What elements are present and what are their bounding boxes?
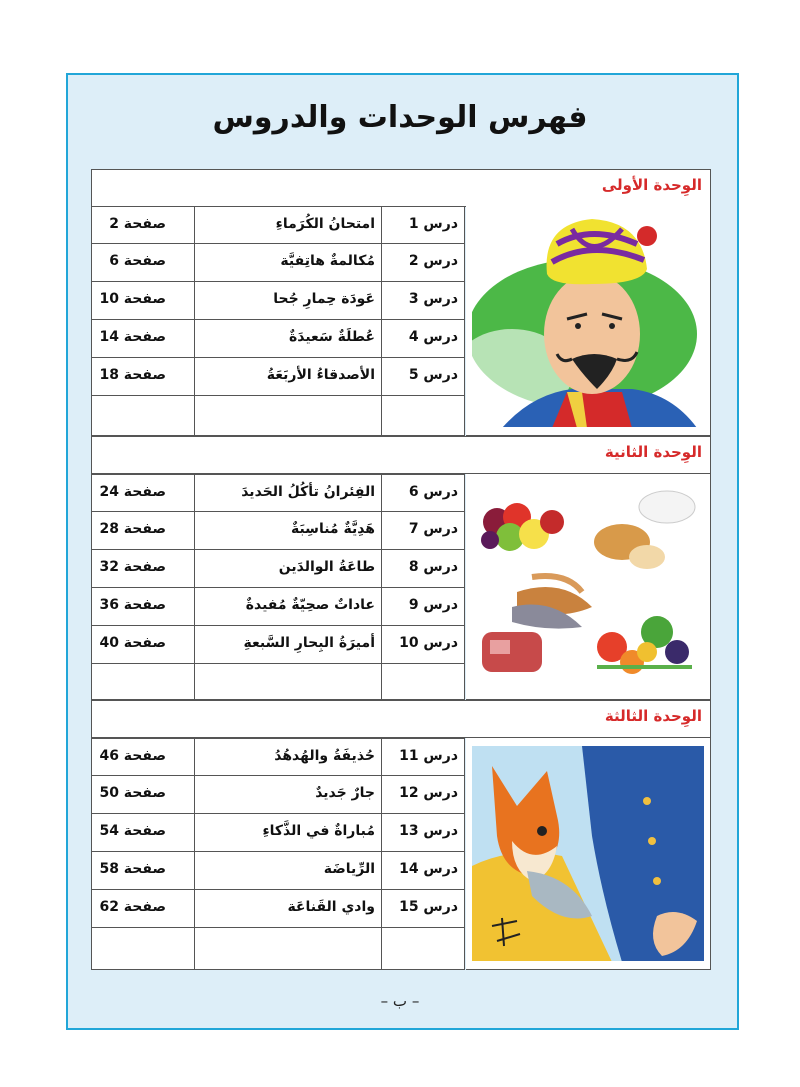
unit-1-title: الوِحدة الأولى bbox=[601, 176, 702, 194]
lesson-title: عَودَة حِمارِ جُحا bbox=[273, 291, 375, 307]
lesson-title: جارٌ جَديدٌ bbox=[315, 785, 375, 801]
unit-1-header bbox=[91, 169, 711, 207]
lesson-page: صفحة 18 bbox=[99, 367, 166, 383]
lesson-row[interactable] bbox=[91, 626, 465, 664]
lesson-number: درس 11 bbox=[399, 748, 458, 764]
unit-1-image-cell bbox=[466, 206, 711, 436]
lesson-row[interactable] bbox=[91, 320, 465, 358]
unit-2-header bbox=[91, 436, 711, 474]
lesson-number: درس 6 bbox=[408, 484, 458, 500]
lesson-number: درس 10 bbox=[399, 635, 458, 651]
lesson-title: هَدِيَّةٌ مُناسِبَةٌ bbox=[290, 521, 375, 537]
lesson-row[interactable] bbox=[91, 890, 465, 928]
lesson-row[interactable] bbox=[91, 852, 465, 890]
lesson-title: طاعَةُ الوالدَين bbox=[278, 559, 375, 575]
lesson-page: صفحة 36 bbox=[99, 597, 166, 613]
lesson-page: صفحة 2 bbox=[109, 216, 166, 232]
unit-3-title: الوِحدة الثالثة bbox=[604, 707, 702, 725]
lesson-page: صفحة 40 bbox=[99, 635, 166, 651]
lesson-row[interactable] bbox=[91, 244, 465, 282]
lesson-number: درس 1 bbox=[408, 216, 458, 232]
lesson-number: درس 14 bbox=[399, 861, 458, 877]
lesson-number: درس 8 bbox=[408, 559, 458, 575]
lesson-page: صفحة 50 bbox=[99, 785, 166, 801]
unit-2-title: الوِحدة الثانية bbox=[604, 443, 702, 461]
juha-illustration bbox=[472, 214, 704, 427]
lesson-row[interactable] bbox=[91, 550, 465, 588]
lesson-row[interactable] bbox=[91, 814, 465, 852]
unit-3-image-cell bbox=[466, 738, 711, 970]
lesson-row[interactable] bbox=[91, 512, 465, 550]
lesson-page: صفحة 6 bbox=[109, 253, 166, 269]
lesson-page: صفحة 10 bbox=[99, 291, 166, 307]
lesson-page: صفحة 32 bbox=[99, 559, 166, 575]
lesson-title: عُطلَةٌ سَعيدَةٌ bbox=[288, 329, 375, 345]
lesson-row[interactable] bbox=[91, 776, 465, 814]
page-number: – ب – bbox=[380, 992, 420, 1010]
lesson-row[interactable] bbox=[91, 588, 465, 626]
lesson-page: صفحة 14 bbox=[99, 329, 166, 345]
lesson-row[interactable] bbox=[91, 474, 465, 512]
lesson-title: الأصدقاءُ الأربَعَةُ bbox=[266, 367, 375, 383]
lesson-number: درس 4 bbox=[408, 329, 458, 345]
lesson-title: مُكالمةٌ هاتِفيَّة bbox=[280, 253, 375, 269]
empty-row bbox=[91, 928, 465, 970]
lesson-number: درس 2 bbox=[408, 253, 458, 269]
lesson-page: صفحة 46 bbox=[99, 748, 166, 764]
lesson-page: صفحة 28 bbox=[99, 521, 166, 537]
lesson-page: صفحة 54 bbox=[99, 823, 166, 839]
lesson-title: حُذيفَةُ والهُدهُدُ bbox=[274, 748, 375, 764]
lesson-page: صفحة 62 bbox=[99, 899, 166, 915]
empty-row bbox=[91, 396, 465, 436]
lesson-number: درس 7 bbox=[408, 521, 458, 537]
lesson-number: درس 13 bbox=[399, 823, 458, 839]
lesson-title: الرِّياضَة bbox=[323, 861, 375, 877]
page-title: فهرس الوحدات والدروس bbox=[212, 100, 588, 135]
lesson-page: صفحة 24 bbox=[99, 484, 166, 500]
empty-row bbox=[91, 664, 465, 700]
lesson-number: درس 9 bbox=[408, 597, 458, 613]
lesson-number: درس 3 bbox=[408, 291, 458, 307]
lesson-title: وادي القَناعَة bbox=[287, 899, 375, 915]
lesson-row[interactable] bbox=[91, 358, 465, 396]
lesson-page: صفحة 58 bbox=[99, 861, 166, 877]
lesson-number: درس 5 bbox=[408, 367, 458, 383]
food-groups-photo bbox=[472, 482, 704, 691]
lesson-row[interactable] bbox=[91, 738, 465, 776]
lesson-row[interactable] bbox=[91, 206, 465, 244]
lesson-number: درس 15 bbox=[399, 899, 458, 915]
lesson-row[interactable] bbox=[91, 282, 465, 320]
lesson-title: أميرَةُ البِحارِ السَّبعةِ bbox=[243, 635, 375, 651]
lesson-title: عاداتٌ صحِيّةٌ مُفيدةٌ bbox=[245, 597, 375, 613]
fox-with-fish-illustration bbox=[472, 746, 704, 961]
unit-3-header bbox=[91, 700, 711, 738]
lesson-title: مُباراةٌ في الذَّكاءِ bbox=[262, 823, 375, 839]
lesson-title: الفِئرانُ تأكُلُ الحَديدَ bbox=[241, 484, 375, 500]
unit-2-image-cell bbox=[466, 474, 711, 700]
lesson-title: امتحانُ الكُرَماءِ bbox=[275, 216, 375, 232]
lesson-number: درس 12 bbox=[399, 785, 458, 801]
